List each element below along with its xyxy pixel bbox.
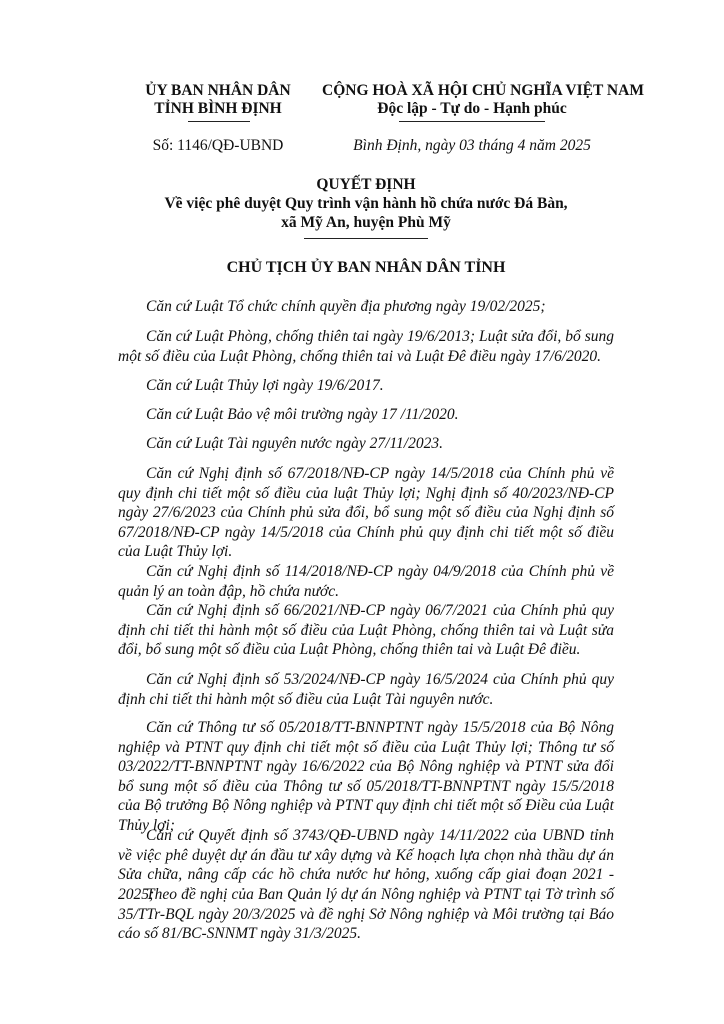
- decision-subject-line-2: xã Mỹ An, huyện Phù Mỹ: [281, 214, 451, 231]
- decision-authority: CHỦ TỊCH ỦY BAN NHÂN DÂN TỈNH: [226, 259, 506, 276]
- preamble-paragraph: Căn cứ Luật Phòng, chống thiên tai ngày 19/6/2013; Luật sửa đổi, bổ sung một số điều của Luật Phòng, chống thiên tai và Luật Đê điều ngày 17/6/2020.: [118, 328, 614, 365]
- preamble-paragraph: Căn cứ Thông tư số 05/2018/TT-BNNPTNT ngày 15/5/2018 của Bộ Nông nghiệp và PTNT quy định chi tiết một số điều của Luật Thủy lợi; Thông tư số 03/2022/TT-BNNPTNT ngày 16/6/2022 của Bộ Nông nghiệp và PTNT sửa đổi bổ sung một số điều của Thông tư số 05/2018/TT-BNNPTNT ngày 15/5/2018 của Bộ trưởng Bộ Nông nghiệp và PTNT quy định chi tiết một số Điều của Luật Thủy lợi;: [118, 719, 614, 834]
- right-header-underline: [399, 121, 545, 122]
- decision-title: QUYẾT ĐỊNH: [316, 176, 416, 193]
- left-header-underline: [188, 121, 250, 122]
- preamble-paragraph: Căn cứ Luật Bảo vệ môi trường ngày 17 /11/2020.: [146, 406, 459, 423]
- preamble-paragraph: Căn cứ Luật Thủy lợi ngày 19/6/2017.: [146, 377, 384, 394]
- subject-underline: [304, 238, 428, 239]
- preamble-paragraph: Căn cứ Luật Tổ chức chính quyền địa phương ngày 19/02/2025;: [146, 298, 546, 315]
- national-title: CỘNG HOÀ XÃ HỘI CHỦ NGHĨA VIỆT NAM: [322, 82, 644, 99]
- issue-date: Bình Định, ngày 03 tháng 4 năm 2025: [353, 137, 591, 154]
- decision-subject-line-1: Về việc phê duyệt Quy trình vận hành hồ chứa nước Đá Bàn,: [164, 195, 568, 212]
- preamble-paragraph: Theo đề nghị của Ban Quản lý dự án Nông nghiệp và PTNT tại Tờ trình số 35/TTr-BQL ngày 20/3/2025 và đề nghị Sở Nông nghiệp và Môi trường tại Báo cáo số 81/BC-SNNMT ngày 31/3/2025.: [118, 886, 614, 943]
- preamble-paragraph: Căn cứ Nghị định số 114/2018/NĐ-CP ngày 04/9/2018 của Chính phủ về quản lý an toàn đập, hồ chứa nước.: [118, 563, 614, 600]
- national-motto: Độc lập - Tự do - Hạnh phúc: [377, 100, 567, 117]
- issuing-authority: ỦY BAN NHÂN DÂN: [145, 82, 291, 99]
- preamble-paragraph: Căn cứ Quyết định số 3743/QĐ-UBND ngày 14/11/2022 của UBND tỉnh về việc phê duyệt dự án đầu tư xây dựng và Kế hoạch lựa chọn nhà thầu dự án Sửa chữa, nâng cấp các hồ chứa nước hư hỏng, xuống cấp giai đoạn 2021 - 2025;: [118, 827, 614, 903]
- preamble-paragraph: Căn cứ Nghị định số 66/2021/NĐ-CP ngày 06/7/2021 của Chính phủ quy định chi tiết thi hành một số điều của Luật Phòng, chống thiên tai và Luật sửa đổi, bổ sung một số điều của Luật Phòng, chống thiên tai và Luật Đê điều.: [118, 602, 614, 659]
- document-number: Số: 1146/QĐ-UBND: [152, 137, 284, 154]
- preamble-paragraph: Căn cứ Luật Tài nguyên nước ngày 27/11/2023.: [146, 435, 443, 452]
- preamble-paragraph: Căn cứ Nghị định số 53/2024/NĐ-CP ngày 16/5/2024 của Chính phủ quy định chi tiết thi hành một số điều của Luật Tài nguyên nước.: [118, 671, 614, 708]
- preamble-paragraph: Căn cứ Nghị định số 67/2018/NĐ-CP ngày 14/5/2018 của Chính phủ về quy định chi tiết một số điều của luật Thủy lợi; Nghị định số 40/2023/NĐ-CP ngày 27/6/2023 của Chính phủ sửa đổi, bổ sung một số điều của Nghị định số 67/2018/NĐ-CP ngày 14/5/2018 của Chính phủ quy định chi tiết một số điều của Luật Thủy lợi.: [118, 465, 614, 561]
- issuing-province: TỈNH BÌNH ĐỊNH: [154, 100, 282, 117]
